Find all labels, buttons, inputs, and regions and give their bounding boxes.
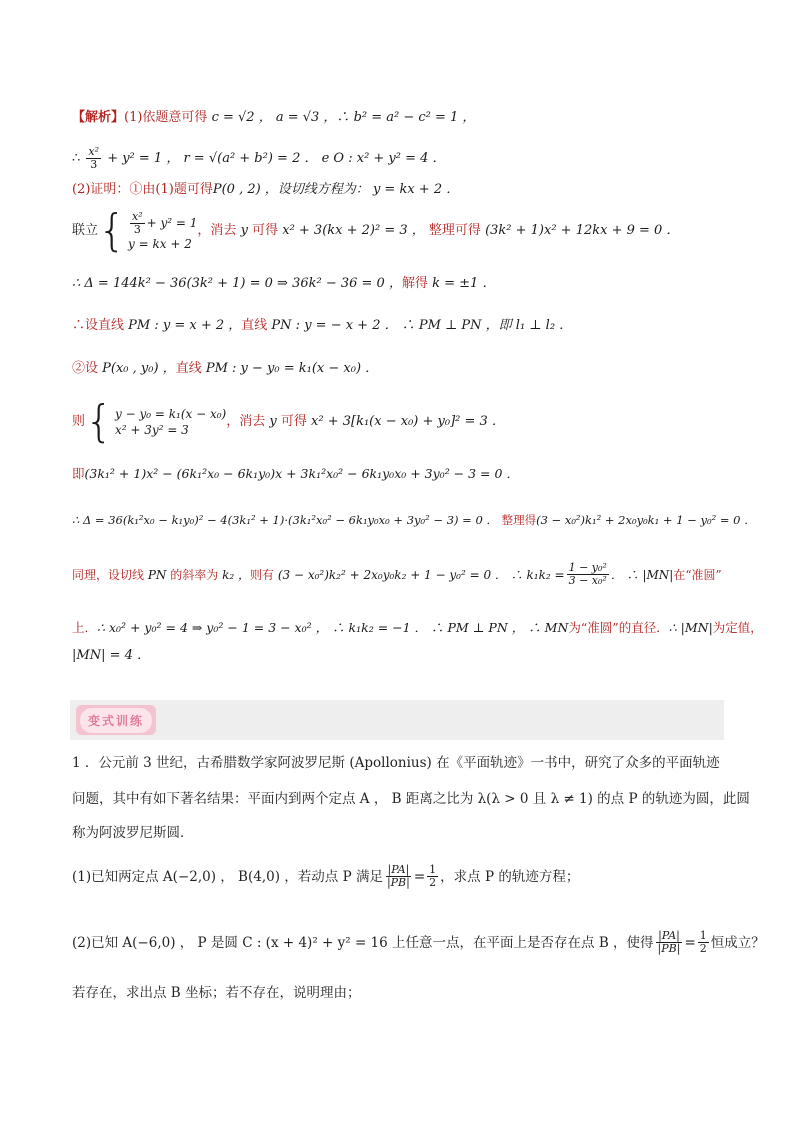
solution-line-11: 同理，设切线 PN 的斜率为 k₂ ， 则有 (3 − x₀²)k₂² + 2x₀y₀k₂ + 1 − y₀² = 0 ． ∴ k₁k₂ = $\frac{\text{1 − y₀²}}{\text{3 − x₀²}}$ ． ∴ |MN| 在“准圆” — [72, 561, 722, 587]
fraction: $\frac{\text{x²}}{3}$ — [88, 145, 100, 171]
solution-line-9: 即(3k₁² + 1)x² − (6k₁²x₀ − 6k₁y₀)x + 3k₁²x₀² − 6k₁y₀x₀ + 3y₀² − 3 = 0 ． — [72, 466, 519, 481]
variant-training-badge: 变式训练 — [76, 705, 156, 735]
question-part-2-continued: 若存在，求出点 B 坐标；若不存在，说明理由； — [72, 985, 361, 1001]
equation-system: { y − y₀ = k₁(x − x₀) x² + 3y² = 3 — [85, 396, 227, 447]
question-paragraph-line-3: 称为阿波罗尼斯圆． — [72, 825, 194, 841]
equation-system: { $\frac{\text{x²}}{3}$ + y² = 1 y = kx + 2 — [98, 205, 198, 256]
solution-line-4: 联立 { $\frac{\text{x²}}{3}$ + y² = 1 y = kx + 2 ，消去 y 可得 x² + 3(kx + 2)² = 3 ， 整理可得 (3k² + 1)x² + 12kx + 9 = 0 ． — [72, 205, 680, 256]
solution-line-8: 则 { y − y₀ = k₁(x − x₀) x² + 3y² = 3 ，消去 y 可得 x² + 3[k₁(x − x₀) + y₀]² = 3 ． — [72, 396, 505, 447]
question-part-2: (2)已知 A(−6,0) ， P 是圆 C : (x + 4)² + y² = 16 上任意一点，在平面上是否存在点 B ，使得 $\frac{|PA|}{|PB|}$ = $\frac{1}{2}$ 恒成立？ — [72, 929, 765, 955]
question-paragraph-line-1: 1 ．公元前 3 世纪，古希腊数学家阿波罗尼斯 (Apollonius) 在《平面轨迹》一书中，研究了众多的平面轨迹 — [72, 755, 720, 771]
solution-line-10: ∴ Δ = 36(k₁²x₀ − k₁y₀)² − 4(3k₁² + 1)·(3k₁²x₀² − 6k₁y₀x₀ + 3y₀² − 3) = 0 ． 整理得(3 − x₀²)k₁² + 2x₀y₀k₁ + 1 − y₀² = 0 ． — [72, 513, 756, 527]
solution-line-3: (2)证明：①由(1)题可得P(0 , 2) ，设切线方程为： y = kx + 2 ． — [72, 182, 460, 197]
solution-line-1: 【解析】(1)依题意可得 c = √2 ， a = √3 ，∴ b² = a² − c² = 1 ， — [72, 110, 476, 125]
ratio-fraction: $\frac{|PA|}{|PB|}$ — [386, 863, 410, 889]
solution-line-13: |MN| = 4 ． — [72, 648, 151, 663]
half-fraction: $\frac{1}{2}$ — [429, 863, 437, 889]
half-fraction: $\frac{1}{2}$ — [699, 929, 707, 955]
solution-line-12: 上．∴ x₀² + y₀² = 4 ⇒ y₀² − 1 = 3 − x₀² ， ∴ k₁k₂ = −1 ． ∴ PM ⊥ PN ， ∴ MN为“准圆”的直径．∴ |MN|为定值， — [72, 620, 763, 635]
analysis-tag: 【解析】 — [72, 110, 125, 125]
question-part-1: (1)已知两定点 A(−2,0) ， B(4,0) ，若动点 P 满足 $\frac{|PA|}{|PB|}$ = $\frac{1}{2}$ ，求点 P 的轨迹方程； — [72, 863, 580, 889]
section-banner — [70, 700, 724, 740]
question-paragraph-line-2: 问题，其中有如下著名结果：平面内到两个定点 A ， B 距离之比为 λ(λ > 0 且 λ ≠ 1) 的点 P 的轨迹为圆，此圆 — [72, 791, 750, 807]
solution-line-2: ∴ $\frac{\text{x²}}{3}$ + y² = 1 ， r = √(a² + b²) = 2 ． e O : x² + y² = 4 ． — [72, 145, 446, 171]
solution-line-6: ∴设直线 PM : y = x + 2 ，直线 PN : y = − x + 2 ． ∴ PM ⊥ PN ，即 l₁ ⊥ l₂ ． — [72, 318, 573, 333]
ratio-fraction: $\frac{|PA|}{|PB|}$ — [657, 929, 681, 955]
solution-line-5: ∴ Δ = 144k² − 36(3k² + 1) = 0 ⇒ 36k² − 36 = 0 ，解得 k = ±1 ． — [72, 276, 496, 291]
solution-line-7: ②设 P(x₀ , y₀) ，直线 PM : y − y₀ = k₁(x − x₀) ． — [72, 361, 379, 376]
fraction: $\frac{\text{1 − y₀²}}{\text{3 − x₀²}}$ — [568, 561, 607, 587]
